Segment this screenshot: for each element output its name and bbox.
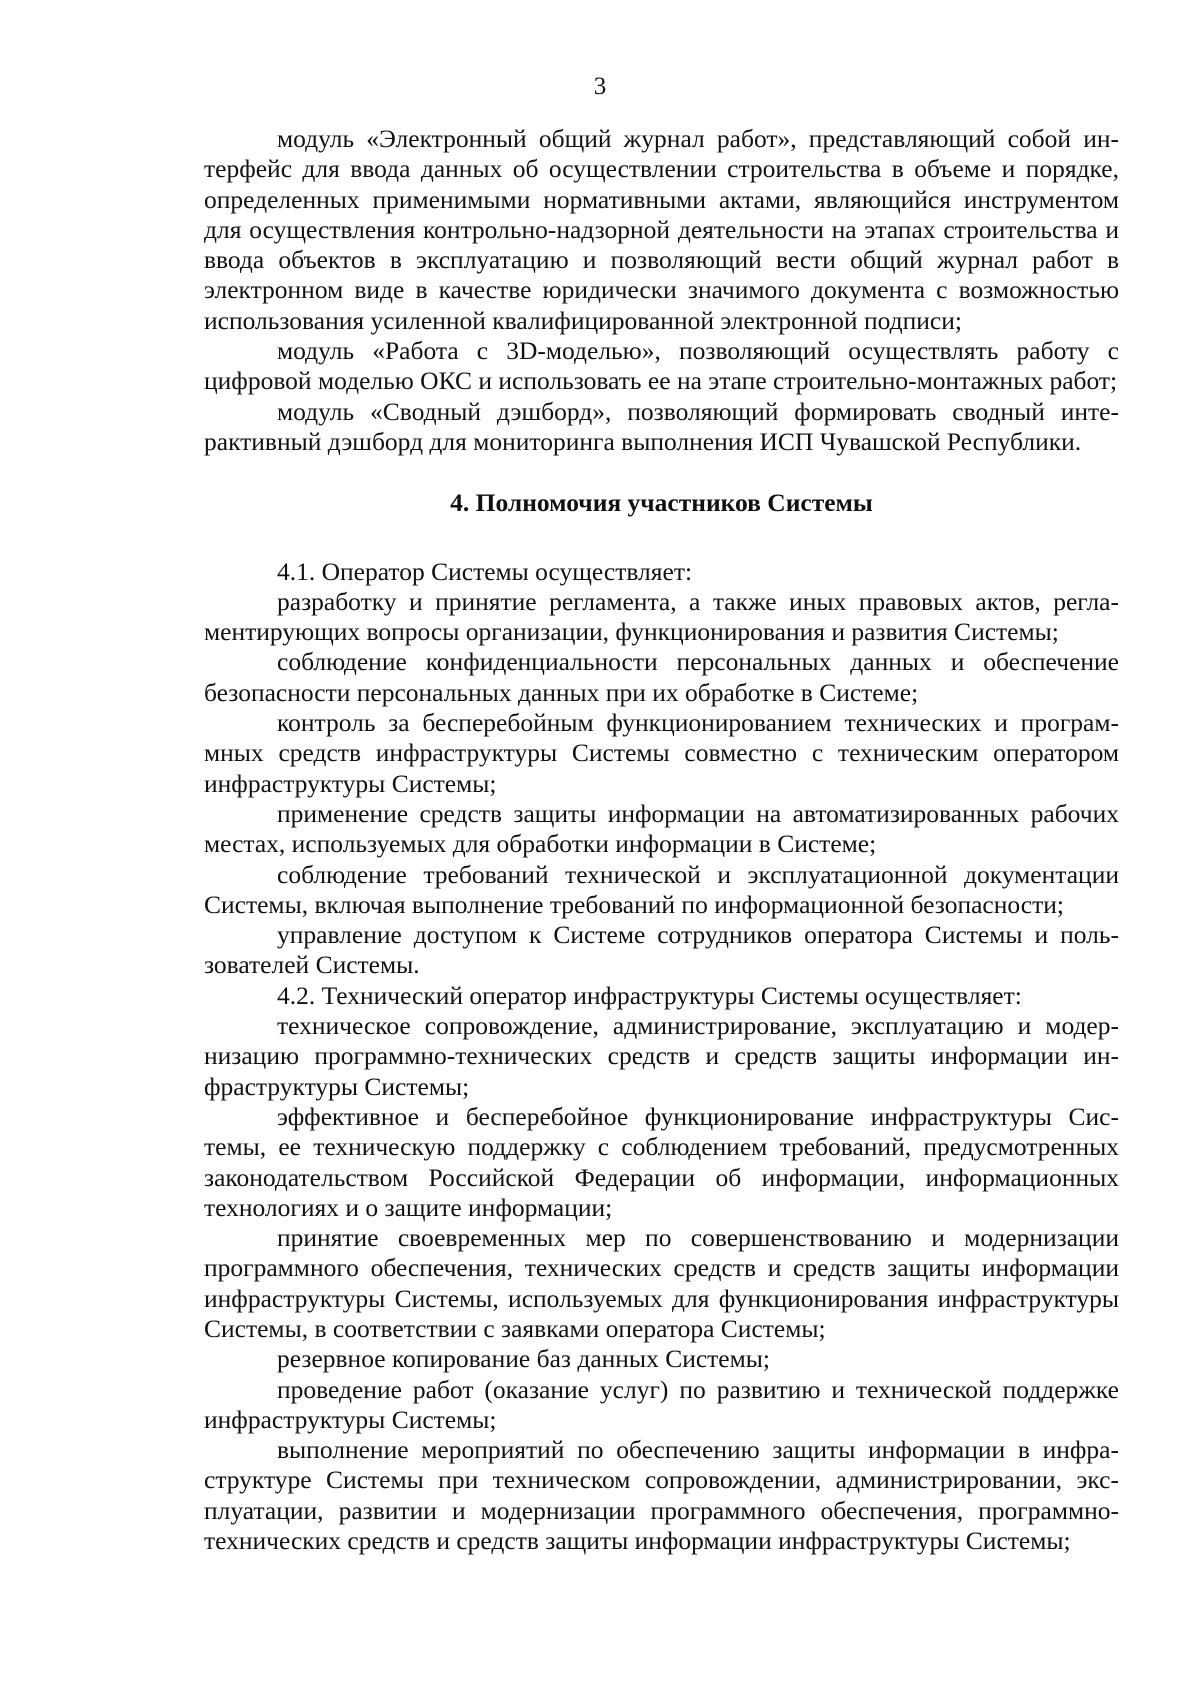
paragraph-module-dashboard: модуль «Сводный дэшборд», позволяющий формировать сводный интерактивный дэшборд для мониторинга выполнения ИСП Чувашской Республики.: [204, 396, 1119, 456]
paragraph-technical-support: техническое сопровождение, администрирование, эксплуатацию и модернизацию программно-технических средств и средств защиты информации инфраструктуры Системы;: [204, 1011, 1119, 1101]
page-number: 3: [593, 73, 607, 100]
paragraph-4-1-intro: 4.1. Оператор Системы осуществляет:: [277, 556, 693, 586]
paragraph-efficient-operation: эффективное и бесперебойное функционирование инфраструктуры Системы, ее техническую поддержку с соблюдением требований, предусмотренных законодательством Российской Федерации об информации, информационных технологиях и о защите информации;: [204, 1101, 1119, 1222]
paragraph-confidentiality: соблюдение конфиденциальности персональных данных и обеспечение безопасности персональных данных при их обработке в Системе;: [204, 647, 1119, 707]
paragraph-development-works: проведение работ (оказание услуг) по развитию и технической поддержке инфраструктуры Системы;: [204, 1374, 1119, 1434]
document-body: [204, 124, 1119, 1556]
paragraph-access-management: управление доступом к Системе сотрудников оператора Системы и пользователей Системы.: [204, 920, 1119, 980]
paragraph-module-3d: модуль «Работа с 3D-моделью», позволяющий осуществлять работу с цифровой моделью ОКС и использовать ее на этапе строительно-монтажных работ;: [204, 336, 1119, 396]
paragraph-regulation: разработку и принятие регламента, а также иных правовых актов, регламентирующих вопросы организации, функционирования и развития Системы;: [204, 586, 1119, 647]
paragraph-4-2-intro: 4.2. Технический оператор инфраструктуры Системы осуществляет:: [277, 980, 1022, 1010]
paragraph-module-journal: модуль «Электронный общий журнал работ», представляющий собой интерфейс для ввода данных об осуществлении строительства в объеме и порядке, определенных применимыми нормативными актами, являющийся инструментом для осуществления контрольно-надзорной деятельности на этапах строительства и ввода объектов в эксплуатацию и позволяющий вести общий журнал работ в электронном виде в качестве юридически значимого документа с возможностью использования усиленной квалифицированной электронной подписи;: [204, 124, 1119, 335]
section-heading: 4. Полномочия участников Системы: [450, 488, 873, 518]
paragraph-uptime-control: контроль за бесперебойным функционированием технических и программных средств инфраструктуры Системы совместно с техническим оператором инфраструктуры Системы;: [204, 708, 1119, 798]
paragraph-security-measures: выполнение мероприятий по обеспечению защиты информации в инфраструктуре Системы при техническом сопровождении, администрировании, эксплуатации, развитии и модернизации программного обеспечения, программно-технических средств и средств защиты информации инфраструктуры Системы;: [204, 1435, 1119, 1556]
paragraph-protection-tools: применение средств защиты информации на автоматизированных рабочих местах, используемых для обработки информации в Системе;: [204, 798, 1119, 859]
paragraph-modernization: принятие своевременных мер по совершенствованию и модернизации программного обеспечения, технических средств и средств защиты информации инфраструктуры Системы, используемых для функционирования инфраструктуры Системы, в соответствии с заявками оператора Системы;: [204, 1223, 1119, 1343]
paragraph-documentation: соблюдение требований технической и эксплуатационной документации Системы, включая выполнение требований по информационной безопасности;: [204, 859, 1119, 919]
paragraph-backup: резервное копирование баз данных Системы;: [277, 1344, 770, 1374]
